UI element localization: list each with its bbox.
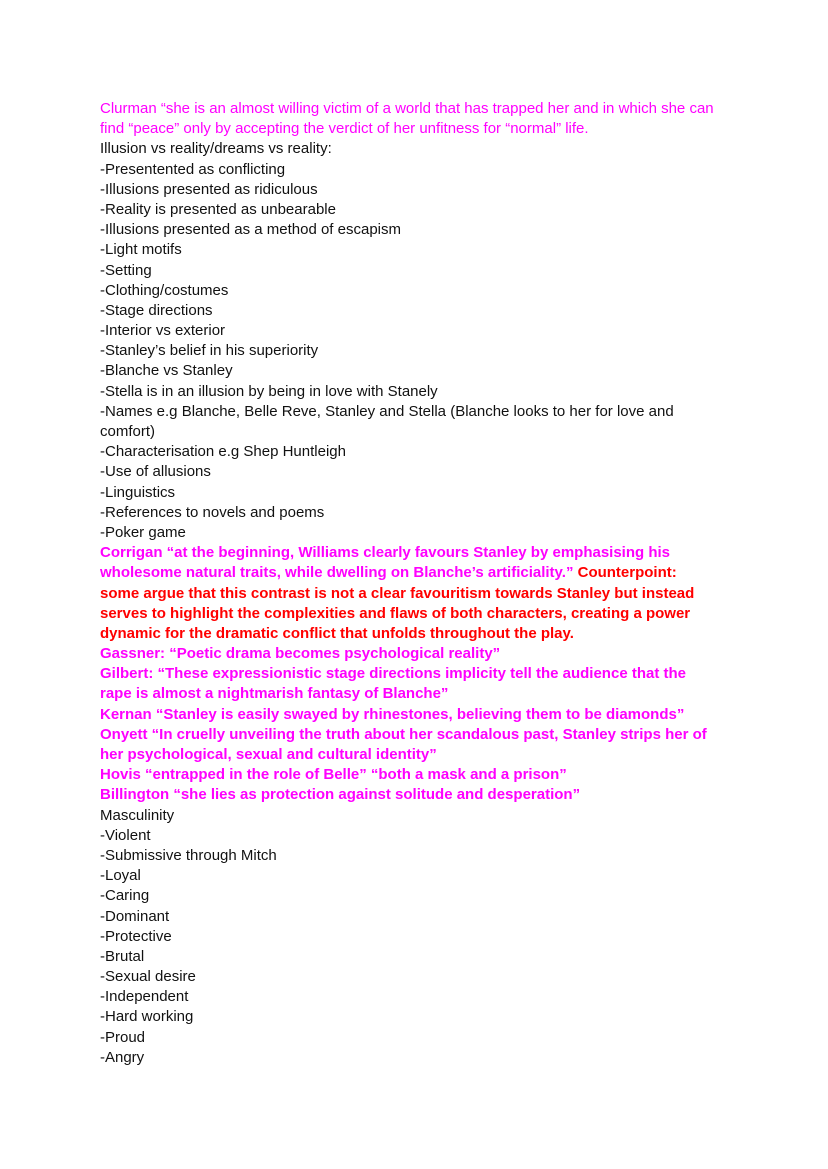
- text-line: [100, 765, 714, 785]
- text-segment: -Loyal: [100, 867, 141, 885]
- text-segment: Gassner: “Poetic drama becomes psychological reality”: [100, 645, 501, 663]
- text-segment: -Interior vs exterior: [100, 322, 226, 340]
- text-segment: -Brutal: [100, 947, 145, 965]
- text-line: [100, 604, 714, 624]
- text-segment: Gilbert: “These expressionistic stage directions implicity tell the audience that the: [100, 665, 686, 683]
- text-line: [100, 321, 714, 341]
- text-segment: Onyett “In cruelly unveiling the truth about her scandalous past, Stanley strips her of: [100, 725, 707, 743]
- text-segment: -Protective: [100, 927, 172, 945]
- text-segment: -Illusions presented as a method of escapism: [100, 221, 401, 239]
- text-line: [100, 1048, 714, 1068]
- text-segment: Masculinity: [100, 806, 175, 824]
- text-segment: -Reality is presented as unbearable: [100, 200, 336, 218]
- text-segment: -Caring: [100, 887, 150, 905]
- text-segment: -Independent: [100, 988, 189, 1006]
- text-line: [100, 644, 714, 664]
- text-segment: Billington “she lies as protection against solitude and desperation”: [100, 786, 581, 804]
- text-segment: find “peace” only by accepting the verdict of her unfitness for “normal” life.: [100, 120, 589, 138]
- text-segment: -Stella is in an illusion by being in love with Stanely: [100, 382, 438, 400]
- text-segment: comfort): [100, 423, 156, 440]
- text-line: [100, 523, 714, 543]
- text-segment: -Illusions presented as ridiculous: [100, 180, 318, 198]
- text-segment: wholesome natural traits, while dwelling on Blanche’s artificiality.”: [100, 564, 578, 582]
- text-line: [100, 927, 714, 947]
- text-line: [100, 281, 714, 301]
- text-segment: Counterpoint:: [577, 564, 677, 582]
- text-line: [100, 119, 714, 139]
- text-segment: her psychological, sexual and cultural identity”: [100, 746, 437, 763]
- text-line: [100, 1007, 714, 1027]
- text-line: [100, 240, 714, 260]
- text-line: [100, 907, 714, 927]
- text-line: [100, 987, 714, 1007]
- text-segment: rape is almost a nightmarish fantasy of Blanche”: [100, 685, 449, 703]
- text-line: [100, 543, 714, 563]
- text-line: [100, 301, 714, 321]
- text-line: [100, 806, 714, 826]
- text-segment: Corrigan “at the beginning, Williams clearly favours Stanley by emphasising his: [100, 544, 671, 562]
- text-line: [100, 967, 714, 987]
- text-line: [100, 503, 714, 523]
- text-line: [100, 422, 714, 442]
- text-segment: -Clothing/costumes: [100, 281, 229, 299]
- text-line: [100, 220, 714, 240]
- text-segment: -Stage directions: [100, 301, 213, 319]
- text-line: [100, 160, 714, 180]
- text-line: [100, 684, 714, 704]
- document-page: [100, 99, 714, 1068]
- text-line: [100, 705, 714, 725]
- text-line: [100, 442, 714, 462]
- text-line: [100, 402, 714, 422]
- text-segment: -Names e.g Blanche, Belle Reve, Stanley and Stella (Blanche looks to her for love and: [100, 402, 674, 420]
- text-line: [100, 866, 714, 886]
- text-segment: -Sexual desire: [100, 968, 196, 986]
- text-line: [100, 200, 714, 220]
- text-segment: -Stanley’s belief in his superiority: [100, 342, 319, 360]
- text-line: [100, 361, 714, 381]
- text-segment: dynamic for the dramatic conflict that unfolds throughout the play.: [100, 624, 574, 642]
- text-segment: -Proud: [100, 1028, 146, 1046]
- text-segment: Illusion vs reality/dreams vs reality:: [100, 140, 332, 158]
- text-segment: -Submissive through Mitch: [100, 846, 277, 864]
- text-segment: -Angry: [100, 1048, 145, 1066]
- text-line: [100, 584, 714, 604]
- text-segment: some argue that this contrast is not a clear favouritism towards Stanley but instead: [100, 584, 695, 602]
- text-line: [100, 462, 714, 482]
- text-segment: -Linguistics: [100, 483, 176, 501]
- text-line: [100, 563, 714, 583]
- text-segment: Kernan “Stanley is easily swayed by rhinestones, believing them to be diamonds”: [100, 705, 685, 723]
- text-segment: -Blanche vs Stanley: [100, 362, 233, 380]
- text-segment: -Violent: [100, 826, 151, 844]
- text-line: [100, 139, 714, 159]
- text-segment: -Hard working: [100, 1008, 194, 1026]
- text-segment: -Light motifs: [100, 241, 182, 259]
- text-segment: -References to novels and poems: [100, 503, 325, 521]
- text-segment: Hovis “entrapped in the role of Belle” “both a mask and a prison”: [100, 766, 567, 784]
- text-segment: -Characterisation e.g Shep Huntleigh: [100, 443, 346, 461]
- text-line: [100, 664, 714, 684]
- text-line: [100, 826, 714, 846]
- text-segment: -Presentented as conflicting: [100, 160, 286, 178]
- text-segment: -Setting: [100, 261, 152, 279]
- text-line: [100, 886, 714, 906]
- text-line: [100, 382, 714, 402]
- text-line: [100, 947, 714, 967]
- text-segment: -Dominant: [100, 907, 170, 925]
- text-line: [100, 341, 714, 361]
- text-segment: serves to highlight the complexities and flaws of both characters, creating a power: [100, 604, 691, 622]
- text-line: [100, 624, 714, 644]
- text-segment: -Poker game: [100, 523, 186, 541]
- text-line: [100, 261, 714, 281]
- text-line: [100, 483, 714, 503]
- text-segment: Clurman “she is an almost willing victim of a world that has trapped her and in which she can: [100, 100, 714, 117]
- text-segment: -Use of allusions: [100, 463, 211, 481]
- text-line: [100, 725, 714, 745]
- text-line: [100, 846, 714, 866]
- text-line: [100, 180, 714, 200]
- text-line: [100, 785, 714, 805]
- text-line: [100, 745, 714, 765]
- text-line: [100, 1028, 714, 1048]
- text-line: [100, 99, 714, 119]
